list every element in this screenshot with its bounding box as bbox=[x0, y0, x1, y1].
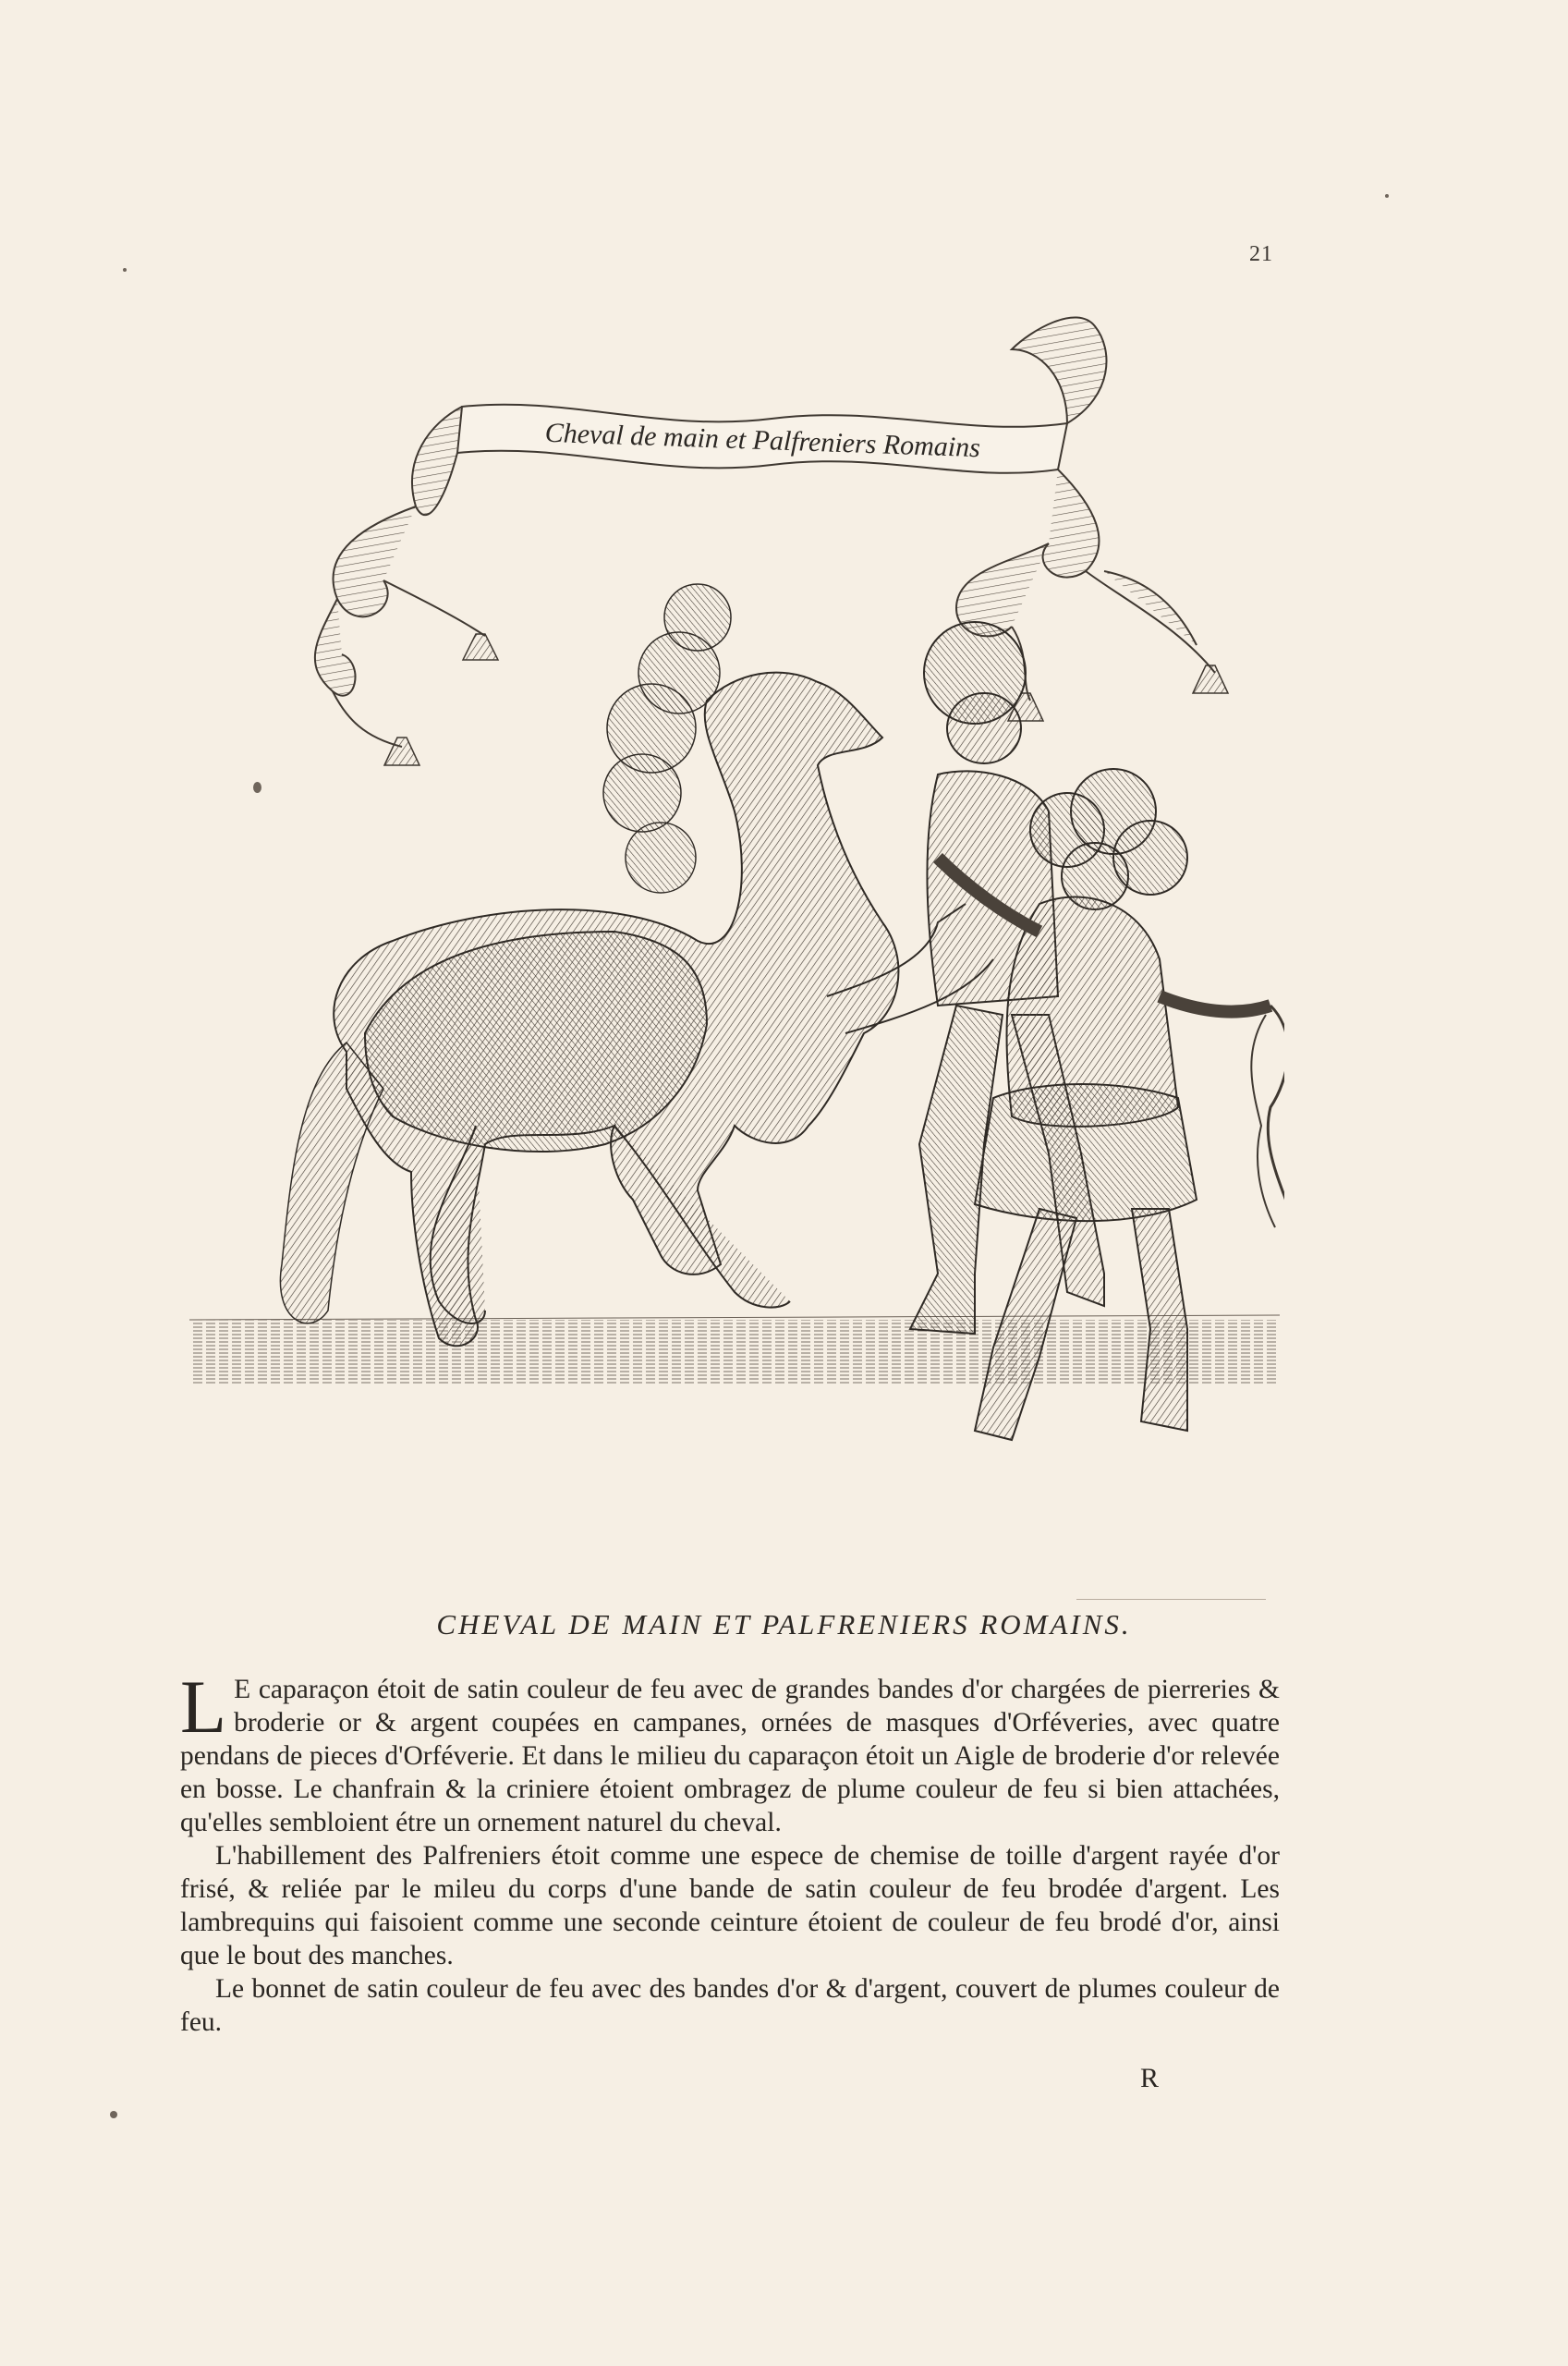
plate-caption: CHEVAL DE MAIN ET PALFRENIERS ROMAINS. bbox=[436, 1608, 1132, 1640]
engraving-plate bbox=[180, 294, 1284, 1606]
paragraph-3: Le bonnet de satin couleur de feu avec des bandes d'or & d'argent, couvert de plumes couleur de feu. bbox=[180, 1974, 1280, 2037]
paragraph-2: L'habillement des Palfreniers étoit comme une espece de chemise de toille d'argent rayée d'or frisé, & reliée par le mileu du corps d'une bande de satin couleur de feu brodée d'argent. Les lambrequins qui faisoient comme une seconde ceinture étoient de couleur de feu brodé d'or, ainsi que le bout des manches. bbox=[180, 1841, 1280, 1970]
plate-rule bbox=[1076, 1599, 1266, 1600]
ground bbox=[189, 1320, 1280, 1384]
paragraph-1-text: E caparaçon étoit de satin couleur de feu avec de grandes bandes d'or chargées de pierreries & broderie or & argent coupées en campanes, ornées de masques d'Orféveries, avec quatre pendans de pieces d'Orféverie. Et dans le milieu du caparaçon étoit un Aigle de broderie d'or relevée en bosse. Le chanfrain & la criniere étoient ombragez de plume couleur de feu si bien attachées, qu'elles sembloient étre un ornement naturel du cheval. bbox=[180, 1675, 1280, 1837]
page-number: 21 bbox=[1249, 242, 1273, 266]
banner-text: Cheval de main et Palfreniers Romains bbox=[544, 417, 981, 464]
ink-speck bbox=[1385, 194, 1389, 198]
ink-speck bbox=[253, 782, 261, 793]
paragraph-1 bbox=[180, 1665, 1280, 1839]
engraving-illustration bbox=[180, 294, 1284, 1606]
ink-speck bbox=[110, 2111, 117, 2118]
signature-mark: R bbox=[1140, 2063, 1160, 2093]
drop-cap: L bbox=[180, 1665, 227, 1749]
sash bbox=[1268, 1006, 1284, 1209]
description-text bbox=[180, 1665, 1280, 2039]
ink-speck bbox=[123, 268, 127, 272]
horse-tail bbox=[280, 1043, 383, 1323]
